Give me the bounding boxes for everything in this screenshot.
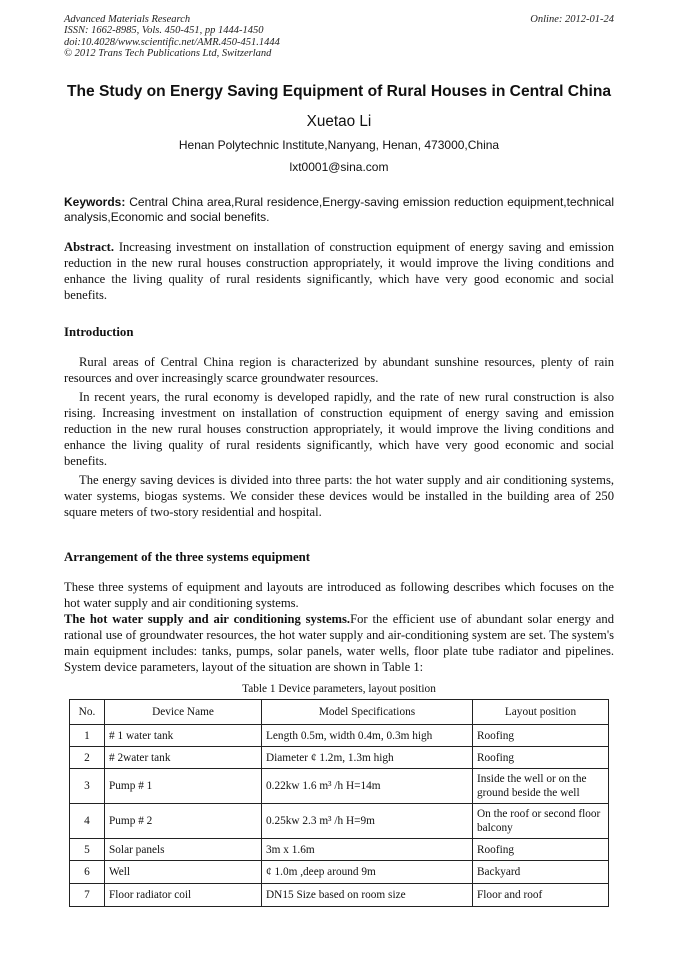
table-cell: ¢ 1.0m ,deep around 9m: [262, 861, 473, 884]
subsection-lead: The hot water supply and air conditioning systems.: [64, 612, 351, 626]
table-cell: # 2water tank: [105, 747, 262, 769]
table-cell: Floor radiator coil: [105, 884, 262, 907]
table-cell: Roofing: [473, 725, 609, 747]
table-cell: On the roof or second floor balcony: [473, 804, 609, 839]
header-cell: Layout position: [473, 700, 609, 725]
abstract: [64, 239, 614, 303]
header-cell: Model Specifications: [262, 700, 473, 725]
table-cell: 7: [70, 884, 105, 907]
table-cell: Roofing: [473, 747, 609, 769]
header-cell: Device Name: [105, 700, 262, 725]
paragraph: In recent years, the rural economy is developed rapidly, and the rate of new rural construction is also rising. Increasing investment on installation of construction equipment of energy saving and emission reduction in the new rural houses construction appropriately, it would improve the living conditions and enhance the living quality of rural residents significantly, which have very good economic and social benefits.: [64, 390, 614, 468]
table-cell: Pump # 2: [105, 804, 262, 839]
table-cell: 2: [70, 747, 105, 769]
author-email: lxt0001@sina.com: [289, 160, 389, 174]
table-cell: Diameter ¢ 1.2m, 1.3m high: [262, 747, 473, 769]
table-cell: 1: [70, 725, 105, 747]
header-cell: No.: [70, 700, 105, 725]
table-cell: # 1 water tank: [105, 725, 262, 747]
abstract-text: Increasing investment on installation of construction equipment of energy saving and emission reduction in the new rural houses construction appropriately, it would improve the living conditions and enhance the living quality of rural residents significantly, which have very good economic and social benefits.: [64, 240, 614, 302]
author-name: Xuetao Li: [306, 113, 372, 130]
table-cell: Inside the well or on the ground beside the well: [473, 769, 609, 804]
table-cell: 5: [70, 839, 105, 861]
table-row: [70, 725, 609, 747]
keywords: [64, 195, 614, 225]
journal-header: [64, 14, 280, 59]
table-row: [70, 861, 609, 884]
subsection-text: For the efficient use of abundant solar energy and rational use of groundwater resources, the hot water supply and air-conditioning system are set. The system's main equipment includes: tanks, pumps, solar panels, water wells, floor plate tube radiator and pipelines. System device parameters, layout of the situation are shown in Table 1:: [64, 612, 614, 674]
table-cell: Floor and roof: [473, 884, 609, 907]
journal-name: Advanced Materials Research: [64, 14, 191, 25]
paragraph: These three systems of equipment and layouts are introduced as following describes which focuses on the hot water supply and air conditioning systems.: [64, 580, 614, 610]
table-cell: Solar panels: [105, 839, 262, 861]
table-cell: 3: [70, 769, 105, 804]
table-cell: 0.22kw 1.6 m³ /h H=14m: [262, 769, 473, 804]
author-affiliation: Henan Polytechnic Institute,Nanyang, Henan, 473000,China: [178, 138, 500, 152]
table-cell: 3m x 1.6m: [262, 839, 473, 861]
introduction-heading: Introduction: [64, 325, 134, 339]
table-row: [70, 769, 609, 804]
keywords-text: Central China area,Rural residence,Energy-saving emission reduction equipment,technical analysis,Economic and social benefits.: [64, 195, 614, 224]
journal-copyright: © 2012 Trans Tech Publications Ltd, Switzerland: [64, 47, 272, 59]
table-row: [70, 804, 609, 839]
table-cell: 4: [70, 804, 105, 839]
table-cell: Well: [105, 861, 262, 884]
paper-title: The Study on Energy Saving Equipment of Rural Houses in Central China: [66, 83, 612, 100]
journal-issn: ISSN: 1662-8985, Vols. 450-451, pp 1444-1450: [64, 25, 264, 37]
introduction-body: [64, 354, 614, 523]
abstract-label: Abstract.: [64, 240, 115, 254]
table-cell: Pump # 1: [105, 769, 262, 804]
table-cell: Roofing: [473, 839, 609, 861]
device-table: [69, 699, 609, 907]
table-cell: DN15 Size based on room size: [262, 884, 473, 907]
table-caption: Table 1 Device parameters, layout position: [242, 683, 436, 695]
online-date: Online: 2012-01-24: [530, 14, 614, 25]
keywords-label: Keywords:: [64, 195, 126, 209]
table-cell: Length 0.5m, width 0.4m, 0.3m high: [262, 725, 473, 747]
arrangement-heading: Arrangement of the three systems equipment: [64, 550, 311, 564]
table-row: [70, 747, 609, 769]
table-header-row: [70, 700, 609, 725]
paragraph: Rural areas of Central China region is characterized by abundant sunshine resources, plenty of rain resources and over increasingly scarce groundwater resources.: [64, 355, 614, 385]
table-cell: 6: [70, 861, 105, 884]
paragraph: [64, 611, 614, 675]
journal-doi: doi:10.4028/www.scientific.net/AMR.450-451.1444: [64, 36, 280, 48]
arrangement-body: [64, 579, 614, 675]
paragraph: The energy saving devices is divided into three parts: the hot water supply and air conditioning systems, water systems, biogas systems. We consider these devices would be installed in the building area of 250 square meters of two-story residential and hospital.: [64, 473, 614, 519]
table-cell: Backyard: [473, 861, 609, 884]
table-row: [70, 884, 609, 907]
table-cell: 0.25kw 2.3 m³ /h H=9m: [262, 804, 473, 839]
table-row: [70, 839, 609, 861]
